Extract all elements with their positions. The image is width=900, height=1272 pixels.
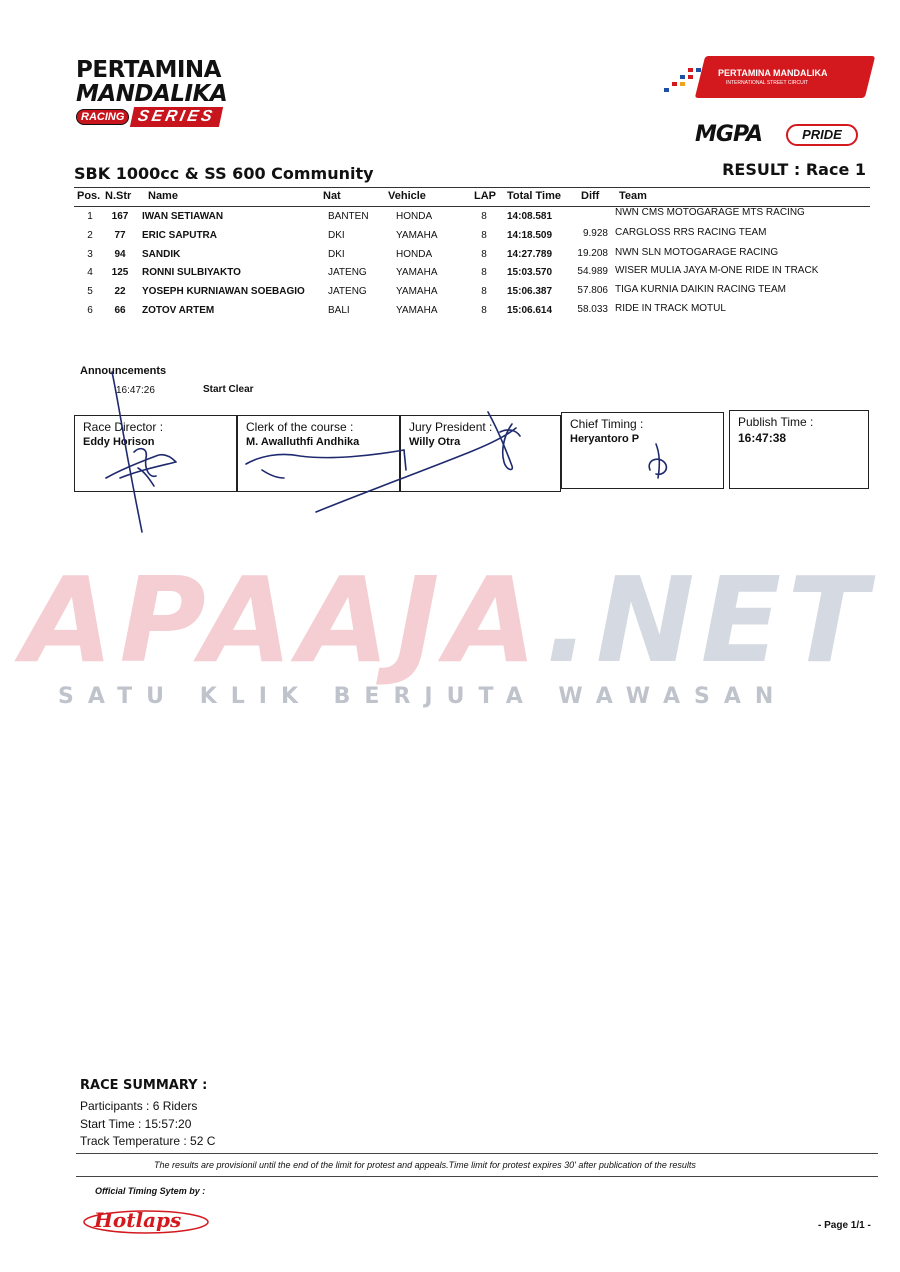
announcements-title: Announcements	[80, 365, 167, 377]
watermark-logo	[22, 551, 892, 689]
participants-line: Participants : 6 Riders	[80, 1099, 198, 1113]
cell-nat: JATENG	[328, 267, 367, 278]
cell-lap: 8	[481, 230, 487, 241]
cell-nat: BANTEN	[328, 211, 369, 222]
race-director-name: Eddy Horison	[83, 436, 155, 448]
hotlaps-logo	[80, 1200, 212, 1236]
cell-pos: 4	[87, 267, 93, 278]
footer-top-divider	[76, 1153, 878, 1154]
cell-total-time: 15:06.614	[507, 305, 553, 316]
event-title: SBK 1000cc & SS 600 Community	[74, 164, 374, 183]
cell-nstr: 125	[111, 267, 129, 278]
cell-name: IWAN SETIAWAN	[142, 211, 224, 222]
header-nat: Nat	[323, 190, 341, 202]
footer-bottom-divider	[76, 1176, 878, 1177]
cell-pos: 5	[87, 286, 93, 297]
cell-name: YOSEPH KURNIAWAN SOEBAGIO	[142, 286, 305, 297]
header-pos: Pos.	[77, 190, 101, 202]
cell-name: ERIC SAPUTRA	[142, 230, 218, 241]
handwritten-signatures	[0, 0, 900, 560]
cell-name: ZOTOV ARTEM	[142, 305, 215, 316]
cell-nat: JATENG	[328, 286, 367, 297]
cell-diff: 9.928	[582, 228, 608, 239]
pride-text: PRIDE	[802, 127, 842, 142]
chief-timing-name: Heryantoro P	[570, 433, 640, 445]
cell-diff: 57.806	[577, 285, 608, 296]
mgpa-text: MGPA	[695, 122, 763, 147]
watermark-tagline: SATU KLIK BERJUTA WAWASAN	[58, 684, 788, 709]
cell-pos: 3	[87, 249, 93, 260]
cell-team: NWN SLN MOTOGARAGE RACING	[615, 247, 779, 258]
race-director-signature-stroke	[112, 372, 142, 532]
race-director-label: Race Director :	[83, 420, 164, 434]
track-temperature-line: Track Temperature : 52 C	[80, 1134, 216, 1148]
cell-lap: 8	[481, 211, 487, 222]
cell-name: SANDIK	[142, 249, 181, 260]
cell-total-time: 15:03.570	[507, 267, 553, 278]
cell-vehicle: HONDA	[396, 249, 433, 260]
cell-total-time: 14:18.509	[507, 230, 553, 241]
cell-name: RONNI SULBIYAKTO	[142, 267, 241, 278]
cell-diff: 19.208	[577, 248, 608, 259]
cell-vehicle: YAMAHA	[396, 286, 438, 297]
cell-total-time: 15:06.387	[507, 286, 553, 297]
cell-team: NWN CMS MOTOGARAGE MTS RACING	[615, 207, 805, 218]
logo-text-line2: MANDALIKA	[76, 81, 228, 107]
start-time-line: Start Time : 15:57:20	[80, 1117, 192, 1131]
cell-vehicle: YAMAHA	[396, 230, 438, 241]
hotlaps-logo-text: Hotlaps	[94, 1208, 182, 1232]
announcement-time: 16:47:26	[116, 385, 155, 396]
logo-series-tag: SERIES	[130, 107, 223, 127]
watermark-blue-part: .NET	[545, 551, 874, 689]
header-nstr: N.Str	[105, 190, 132, 202]
cell-lap: 8	[481, 267, 487, 278]
jury-president-label: Jury President :	[409, 420, 493, 434]
jury-president-name: Willy Otra	[409, 436, 461, 448]
publish-time-value: 16:47:38	[738, 431, 787, 445]
clerk-of-course-name: M. Awalluthfi Andhika	[246, 436, 360, 448]
cell-team: CARGLOSS RRS RACING TEAM	[615, 227, 767, 238]
cell-total-time: 14:08.581	[507, 211, 553, 222]
header-vehicle: Vehicle	[388, 190, 426, 202]
cell-pos: 2	[87, 230, 93, 241]
header-lap: LAP	[474, 190, 496, 202]
cell-vehicle: YAMAHA	[396, 267, 438, 278]
logo-racing-tag: RACING	[76, 109, 129, 125]
watermark-red-part: APAAJA	[22, 551, 546, 689]
cell-lap: 8	[481, 286, 487, 297]
timing-system-label: Official Timing Sytem by :	[95, 1186, 206, 1196]
cell-nat: DKI	[328, 230, 345, 241]
cell-nstr: 94	[114, 249, 126, 260]
cell-pos: 1	[87, 211, 93, 222]
cell-nstr: 77	[114, 230, 126, 241]
cell-team: RIDE IN TRACK MOTUL	[615, 303, 726, 314]
page-number: - Page 1/1 -	[818, 1220, 871, 1231]
result-title: RESULT : Race 1	[722, 160, 866, 179]
cell-pos: 6	[87, 305, 93, 316]
cell-nstr: 66	[114, 305, 126, 316]
clerk-of-course-label: Clerk of the course :	[246, 420, 354, 434]
cell-total-time: 14:27.789	[507, 249, 553, 260]
cell-nat: DKI	[328, 249, 345, 260]
announcement-text: Start Clear	[203, 384, 254, 395]
logo-text-line1: PERTAMINA	[76, 57, 221, 83]
header-total-time: Total Time	[507, 190, 561, 202]
race-summary-title: RACE SUMMARY :	[80, 1078, 208, 1093]
cell-team: WISER MULIA JAYA M-ONE RIDE IN TRACK	[615, 265, 819, 276]
cell-vehicle: YAMAHA	[396, 305, 438, 316]
cell-lap: 8	[481, 305, 487, 316]
cell-diff: 58.033	[577, 304, 608, 315]
circuit-subtitle: INTERNATIONAL STREET CIRCUIT	[726, 80, 809, 86]
cell-team: TIGA KURNIA DAIKIN RACING TEAM	[615, 284, 786, 295]
publish-time-label: Publish Time :	[738, 415, 814, 429]
chief-timing-label: Chief Timing :	[570, 417, 644, 431]
cell-nat: BALI	[328, 305, 350, 316]
cell-vehicle: HONDA	[396, 211, 433, 222]
provisional-disclaimer: The results are provisionil until the end of the limit for protest and appeals.Time limit for protest expires 30' after publication of the results	[154, 1160, 696, 1170]
cell-lap: 8	[481, 249, 487, 260]
cell-nstr: 167	[111, 211, 129, 222]
header-name: Name	[148, 190, 178, 202]
header-team: Team	[619, 190, 647, 202]
header-diff: Diff	[581, 190, 600, 202]
circuit-title: PERTAMINA MANDALIKA	[718, 68, 828, 78]
cell-diff: 54.989	[577, 266, 608, 277]
cell-nstr: 22	[114, 286, 126, 297]
